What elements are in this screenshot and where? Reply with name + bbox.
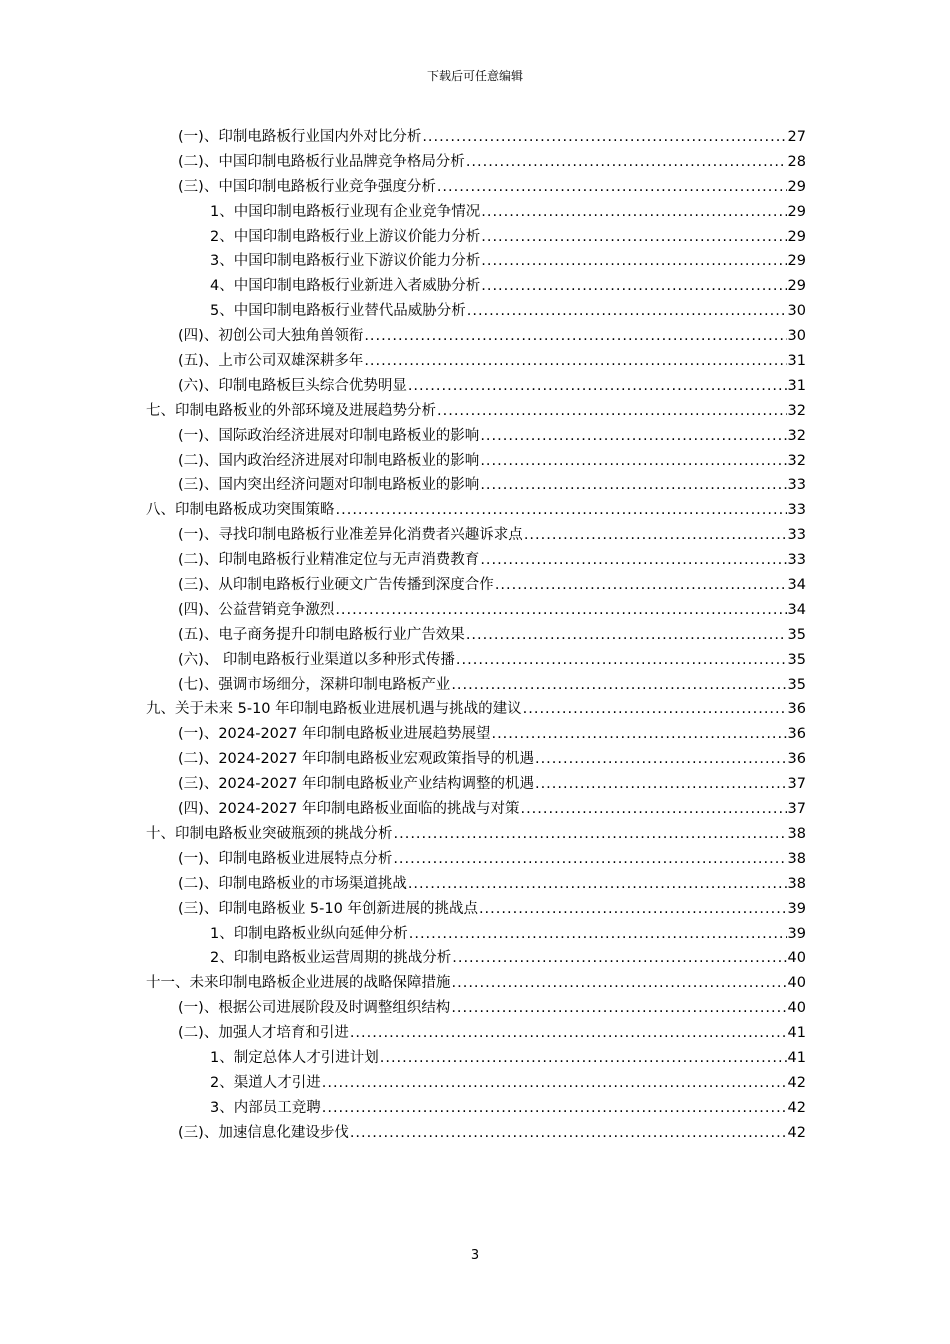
toc-entry[interactable]	[146, 150, 806, 175]
toc-entry-page: 30	[787, 303, 806, 320]
toc-entry[interactable]	[146, 374, 806, 399]
toc-entry-page: 32	[787, 427, 806, 444]
toc-entry[interactable]	[146, 274, 806, 299]
toc-dot-leader	[524, 523, 787, 548]
toc-entry-title: 十一、未来印制电路板企业进展的战略保障措施	[146, 975, 451, 992]
toc-entry-title: (二)、中国印制电路板行业品牌竞争格局分析	[178, 153, 465, 170]
toc-entry-page: 38	[787, 875, 806, 892]
toc-entry-title: 2、中国印制电路板行业上游议价能力分析	[210, 228, 481, 245]
toc-entry[interactable]	[146, 1071, 806, 1096]
toc-entry-page: 40	[787, 950, 806, 967]
toc-entry[interactable]	[146, 523, 806, 548]
toc-entry[interactable]	[146, 1121, 806, 1146]
toc-dot-leader	[409, 922, 787, 947]
toc-entry-page: 33	[787, 552, 806, 569]
toc-entry[interactable]	[146, 498, 806, 523]
toc-entry[interactable]	[146, 200, 806, 225]
toc-entry-title: 1、中国印制电路板行业现有企业竞争情况	[210, 203, 481, 220]
toc-entry-page: 34	[787, 577, 806, 594]
toc-entry-title: (一)、寻找印制电路板行业准差异化消费者兴趣诉求点	[178, 527, 523, 544]
toc-dot-leader	[481, 274, 786, 299]
toc-entry[interactable]	[146, 399, 806, 424]
toc-dot-leader	[408, 872, 787, 897]
toc-entry-title: 八、印制电路板成功突围策略	[146, 502, 335, 519]
toc-dot-leader	[322, 1071, 787, 1096]
toc-entry-page: 36	[787, 751, 806, 768]
toc-entry-title: 4、中国印制电路板行业新进入者威胁分析	[210, 278, 481, 295]
toc-entry-page: 41	[787, 1025, 806, 1042]
toc-entry[interactable]	[146, 697, 806, 722]
toc-entry-title: (二)、国内政治经济进展对印制电路板业的影响	[178, 452, 480, 469]
toc-dot-leader	[364, 324, 786, 349]
toc-entry-page: 39	[787, 925, 806, 942]
toc-entry-page: 41	[787, 1049, 806, 1066]
toc-entry-title: (一)、2024-2027 年印制电路板业进展趋势展望	[178, 726, 491, 743]
toc-entry-page: 35	[787, 626, 806, 643]
toc-entry-title: (二)、印制电路板行业精准定位与无声消费教育	[178, 552, 480, 569]
toc-entry-title: 七、印制电路板业的外部环境及进展趋势分析	[146, 402, 436, 419]
toc-entry-page: 40	[787, 1000, 806, 1017]
toc-entry-page: 29	[787, 228, 806, 245]
toc-dot-leader	[535, 772, 787, 797]
toc-entry[interactable]	[146, 623, 806, 648]
toc-entry[interactable]	[146, 847, 806, 872]
toc-entry-title: 1、制定总体人才引进计划	[210, 1049, 379, 1066]
toc-entry-title: (三)、从印制电路板行业硬文广告传播到深度合作	[178, 577, 494, 594]
toc-entry-title: (一)、国际政治经济进展对印制电路板业的影响	[178, 427, 480, 444]
toc-entry-title: (五)、上市公司双雄深耕多年	[178, 353, 364, 370]
toc-dot-leader	[479, 897, 787, 922]
toc-dot-leader	[437, 399, 787, 424]
toc-entry-page: 38	[787, 850, 806, 867]
toc-entry-title: (三)、中国印制电路板行业竞争强度分析	[178, 178, 436, 195]
toc-entry-title: (一)、根据公司进展阶段及时调整组织结构	[178, 1000, 451, 1017]
toc-entry[interactable]	[146, 897, 806, 922]
toc-entry-title: (五)、电子商务提升印制电路板行业广告效果	[178, 626, 465, 643]
toc-entry-page: 38	[787, 825, 806, 842]
toc-dot-leader	[481, 249, 786, 274]
toc-entry[interactable]	[146, 249, 806, 274]
toc-entry-title: 5、中国印制电路板行业替代品威胁分析	[210, 303, 466, 320]
toc-entry-title: (二)、印制电路板业的市场渠道挑战	[178, 875, 407, 892]
toc-entry[interactable]	[146, 946, 806, 971]
toc-dot-leader	[480, 424, 786, 449]
toc-entry-page: 30	[787, 328, 806, 345]
toc-dot-leader	[466, 623, 787, 648]
toc-entry-page: 27	[787, 129, 806, 145]
toc-entry-title: (六)、印制电路板巨头综合优势明显	[178, 377, 407, 394]
toc-entry-title: (二)、加强人才培育和引进	[178, 1025, 349, 1042]
toc-entry[interactable]	[146, 797, 806, 822]
toc-dot-leader	[350, 1021, 787, 1046]
toc-dot-leader	[335, 598, 786, 623]
toc-entry-title: 1、印制电路板业纵向延伸分析	[210, 925, 408, 942]
toc-dot-leader	[481, 200, 786, 225]
toc-entry-page: 37	[787, 776, 806, 793]
toc-entry-title: 3、中国印制电路板行业下游议价能力分析	[210, 253, 481, 270]
toc-entry[interactable]	[146, 648, 806, 673]
toc-entry-page: 42	[787, 1099, 806, 1116]
toc-entry[interactable]	[146, 225, 806, 250]
toc-entry[interactable]	[146, 473, 806, 498]
toc-entry-title: (七)、强调市场细分，深耕印制电路板产业	[178, 676, 451, 693]
toc-entry-page: 37	[787, 801, 806, 818]
toc-entry[interactable]	[146, 996, 806, 1021]
toc-dot-leader	[422, 125, 786, 150]
toc-entry-page: 29	[787, 253, 806, 270]
toc-entry-title: (三)、国内突出经济问题对印制电路板业的影响	[178, 477, 480, 494]
toc-entry-page: 35	[787, 651, 806, 668]
toc-entry[interactable]	[146, 449, 806, 474]
toc-entry-title: (三)、加速信息化建设步伐	[178, 1124, 349, 1141]
toc-entry-title: 3、内部员工竞聘	[210, 1099, 321, 1116]
toc-entry[interactable]	[146, 424, 806, 449]
toc-entry-page: 42	[787, 1124, 806, 1141]
toc-entry[interactable]	[146, 722, 806, 747]
toc-entry-title: 九、关于未来 5-10 年印制电路板业进展机遇与挑战的建议	[146, 701, 522, 718]
toc-dot-leader	[456, 648, 787, 673]
toc-dot-leader	[452, 946, 786, 971]
table-of-contents	[146, 125, 806, 1146]
toc-entry-title: (一)、印制电路板业进展特点分析	[178, 850, 393, 867]
toc-entry-title: 2、印制电路板业运营周期的挑战分析	[210, 950, 452, 967]
toc-entry[interactable]	[146, 971, 806, 996]
toc-dot-leader	[480, 449, 786, 474]
toc-entry-page: 31	[787, 377, 806, 394]
toc-entry-title: (三)、2024-2027 年印制电路板业产业结构调整的机遇	[178, 776, 534, 793]
toc-dot-leader	[393, 847, 786, 872]
toc-entry[interactable]	[146, 573, 806, 598]
toc-entry-page: 34	[787, 601, 806, 618]
toc-entry-title: 十、印制电路板业突破瓶颈的挑战分析	[146, 825, 393, 842]
toc-entry[interactable]	[146, 772, 806, 797]
toc-dot-leader	[520, 797, 786, 822]
toc-dot-leader	[364, 349, 786, 374]
toc-entry-page: 28	[787, 153, 806, 170]
toc-entry-title: (四)、初创公司大独角兽领衔	[178, 328, 364, 345]
toc-dot-leader	[451, 996, 786, 1021]
toc-dot-leader	[467, 299, 787, 324]
toc-dot-leader	[451, 673, 786, 698]
toc-entry[interactable]	[146, 598, 806, 623]
toc-entry-page: 29	[787, 203, 806, 220]
toc-dot-leader	[495, 573, 787, 598]
toc-dot-leader	[408, 374, 787, 399]
toc-entry[interactable]	[146, 299, 806, 324]
toc-entry-page: 36	[787, 701, 806, 718]
toc-entry[interactable]	[146, 747, 806, 772]
toc-dot-leader	[466, 150, 787, 175]
toc-entry-title: (四)、公益营销竞争激烈	[178, 601, 335, 618]
toc-entry[interactable]	[146, 872, 806, 897]
toc-entry[interactable]	[146, 1021, 806, 1046]
toc-dot-leader	[452, 971, 787, 996]
toc-entry[interactable]	[146, 175, 806, 200]
toc-entry-title: (四)、2024-2027 年印制电路板业面临的挑战与对策	[178, 801, 520, 818]
toc-entry-page: 33	[787, 502, 806, 519]
toc-entry[interactable]	[146, 548, 806, 573]
toc-entry-page: 29	[787, 178, 806, 195]
toc-dot-leader	[481, 225, 786, 250]
toc-entry-page: 36	[787, 726, 806, 743]
toc-entry[interactable]	[146, 324, 806, 349]
toc-entry-title: (一)、印制电路板行业国内外对比分析	[178, 129, 422, 145]
toc-entry[interactable]	[146, 1096, 806, 1121]
toc-entry-title: (三)、印制电路板业 5-10 年创新进展的挑战点	[178, 900, 478, 917]
page-number: 3	[470, 1248, 480, 1263]
toc-entry-page: 29	[787, 278, 806, 295]
toc-entry-page: 42	[787, 1074, 806, 1091]
toc-dot-leader	[491, 722, 786, 747]
toc-entry-page: 40	[787, 975, 806, 992]
toc-entry-page: 32	[787, 402, 806, 419]
toc-entry-title: (六)、 印制电路板行业渠道以多种形式传播	[178, 651, 455, 668]
toc-entry[interactable]	[146, 822, 806, 847]
toc-entry-page: 33	[787, 527, 806, 544]
toc-entry[interactable]	[146, 1046, 806, 1071]
toc-entry-title: 2、渠道人才引进	[210, 1074, 321, 1091]
toc-entry[interactable]	[146, 673, 806, 698]
toc-dot-leader	[380, 1046, 787, 1071]
toc-dot-leader	[523, 697, 787, 722]
toc-dot-leader	[535, 747, 787, 772]
toc-dot-leader	[480, 548, 786, 573]
toc-entry[interactable]	[146, 922, 806, 947]
toc-entry[interactable]	[146, 349, 806, 374]
toc-dot-leader	[437, 175, 787, 200]
toc-dot-leader	[322, 1096, 787, 1121]
toc-dot-leader	[394, 822, 787, 847]
toc-entry-page: 32	[787, 452, 806, 469]
toc-entry-page: 39	[787, 900, 806, 917]
toc-dot-leader	[336, 498, 787, 523]
toc-entry-page: 31	[787, 353, 806, 370]
toc-entry[interactable]	[146, 125, 806, 150]
toc-dot-leader	[480, 473, 786, 498]
toc-dot-leader	[350, 1121, 787, 1146]
toc-entry-page: 35	[787, 676, 806, 693]
toc-entry-page: 33	[787, 477, 806, 494]
page-header: 下载后可任意编辑	[426, 69, 523, 83]
toc-entry-title: (二)、2024-2027 年印制电路板业宏观政策指导的机遇	[178, 751, 534, 768]
